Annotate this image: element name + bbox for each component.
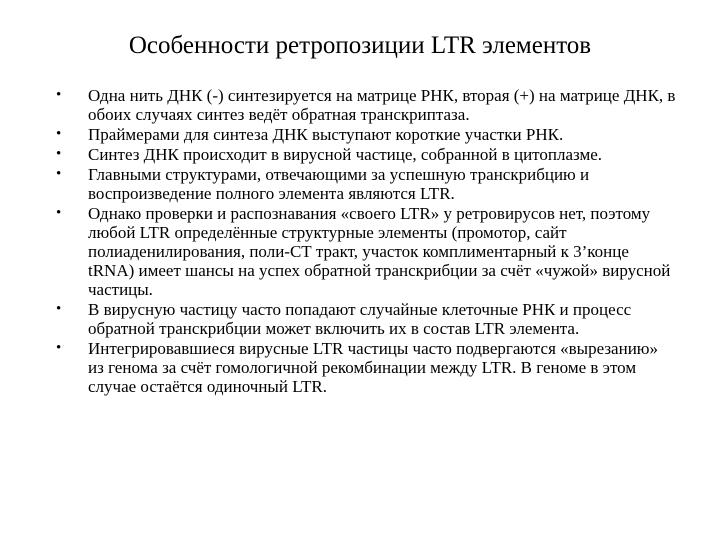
bullet-icon: • — [56, 340, 62, 356]
list-item — [56, 145, 676, 164]
list-item-text: Праймерами для синтеза ДНК выступают короткие участки РНК. — [88, 125, 564, 144]
list-item-text: Главными структурами, отвечающими за успешную транскрибцию и воспроизведение полного элемента являются LTR. — [88, 165, 590, 203]
list-item — [56, 165, 676, 203]
bullet-icon: • — [56, 301, 62, 317]
list-item — [56, 339, 676, 396]
list-item-text: Синтез ДНК происходит в вирусной частице, собранной в цитоплазме. — [88, 145, 603, 164]
bullet-icon: • — [56, 205, 62, 221]
list-item-text: Однако проверки и распознавания «своего LTR» у ретровирусов нет, поэтому любой LTR определённые структурные элементы (промотор, сайт полиаденилирования, поли-СТ тракт, участок комплиментарный к 3’конце tRNA) имеет шансы на успех обратной транскрибции за счёт «чужой» вирусной частицы. — [88, 204, 671, 299]
bullet-icon: • — [56, 146, 62, 162]
list-item — [56, 204, 676, 299]
list-item-text: Одна нить ДНК (-) синтезируется на матрице РНК, вторая (+) на матрице ДНК, в обоих случаях синтез ведёт обратная транскриптаза. — [88, 86, 676, 124]
bullet-icon: • — [56, 166, 62, 182]
list-item — [56, 86, 676, 124]
bullet-list — [56, 86, 676, 397]
list-item — [56, 125, 676, 144]
bullet-icon: • — [56, 126, 62, 142]
slide-title: Особенности ретропозиции LTR элементов — [128, 32, 592, 59]
list-item-text: Интегрировавшиеся вирусные LTR частицы часто подвергаются «вырезанию» из генома за счёт гомологичной рекомбинации между LTR. В геноме в этом случае остаётся одиночный LTR. — [88, 339, 658, 396]
bullet-icon: • — [56, 87, 62, 103]
list-item — [56, 300, 676, 338]
list-item-text: В вирусную частицу часто попадают случайные клеточные РНК и процесс обратной транскрибции может включить их в состав LTR элемента. — [88, 300, 632, 338]
